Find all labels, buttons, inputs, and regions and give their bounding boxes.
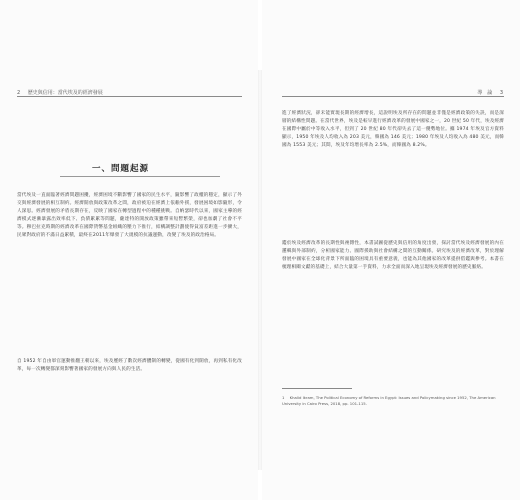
section-title: 一、問題起源 bbox=[92, 164, 150, 174]
right-paragraph-2: 鑑於埃及經濟改革的長期性與複雜性，本書試圖從歷史與信用的角度出發，探討當代埃及經濟發展的內在邏輯與外部制約，分析國家能力、國際援助與社會結構之間的互動關係。研究埃及的經濟改革，對於理解發展中國家在全球化背景下所面臨的困境具有重要意義，也能為其他國家的改革提供借鑑與參考。本書在梳理相關文獻的基礎上，結合大量第一手資料，力求全面而深入地呈現埃及經濟發展的歷史脈絡。 bbox=[282, 241, 504, 270]
right-running-header bbox=[477, 89, 503, 96]
footnote-text: Khalid Ikram, The Political Economy of Reforms in Egypt: Issues and Policymaking since 1952, The American University in Cairo Press, 2018, pp. 101-115. bbox=[282, 395, 496, 406]
left-page bbox=[0, 0, 258, 500]
left-header-rule bbox=[17, 96, 242, 97]
right-header-rule bbox=[282, 96, 504, 97]
footnote-number: 1 bbox=[282, 395, 285, 400]
left-page-number: 2 bbox=[17, 90, 21, 96]
left-running-title: 歷史與信用：當代埃及的經濟發展 bbox=[27, 90, 103, 96]
left-paragraph-1: 當代埃及一直面臨著經濟問題困擾，經濟困境不斷影響了國家的民生水平，隨影響了政權的穩定，顯示了外交與經濟發展的相互制約。經濟開放與政策改革之間，政府被迫在經濟上依賴外援，發展困境如影隨形，令人深思。經濟發展的矛盾長期存在，反映了國家在轉型過程中的種種挑戰。自納瑟時代以來，國家主導的經濟模式逐漸暴露出效率低下、負債累累等問題，薩達特的開放政策雖帶來短暫繁榮，卻也加劇了社會不平等。穆巴拉克時期的經濟改革在國際貨幣基金組織的壓力下推行，結構調整計劃使得貧富差距進一步擴大，民眾對政府的不滿日益累積，最終在2011年爆發了大規模的抗議運動，改變了埃及的政治格局。 bbox=[17, 193, 242, 238]
footnote-rule bbox=[282, 388, 352, 389]
left-paragraph-2: 自 1952 年自由軍官運動推翻王朝以來，埃及歷經了數次經濟體制的轉變，從國有化到開放，再到私有化改革，每一次轉變都深刻影響著國家的發展方向與人民的生活。 bbox=[17, 359, 242, 372]
right-paragraph-1: 進了經濟狀況，卻未能實現長期的經濟增長，這說明埃及所存在的問題並非僅是經濟政策的失誤，而是深層的結構性問題。在當代世界，埃及是較早進行經濟改革的發展中國家之一，20 世紀 50 年代，埃及經濟在國際中屬於中等收入水平，但到了 20 世紀 80 年代卻失去了這一優勢地位。據 1974 年埃及官方資料顯示，1950 年埃及人均收入為 203 美元，韓國為 146 美元；1980 年埃及人均收入為 480 美元，而韓國為 1553 美元；其間，埃及年均增長率為 2.5%，而韓國為 8.2%。 bbox=[282, 111, 504, 148]
right-page-number: 3 bbox=[499, 90, 503, 96]
left-running-header bbox=[17, 89, 103, 96]
right-running-title: 導 論 bbox=[477, 90, 493, 96]
footnote bbox=[282, 395, 504, 407]
section-title-underline bbox=[60, 176, 220, 177]
right-page bbox=[262, 0, 520, 500]
